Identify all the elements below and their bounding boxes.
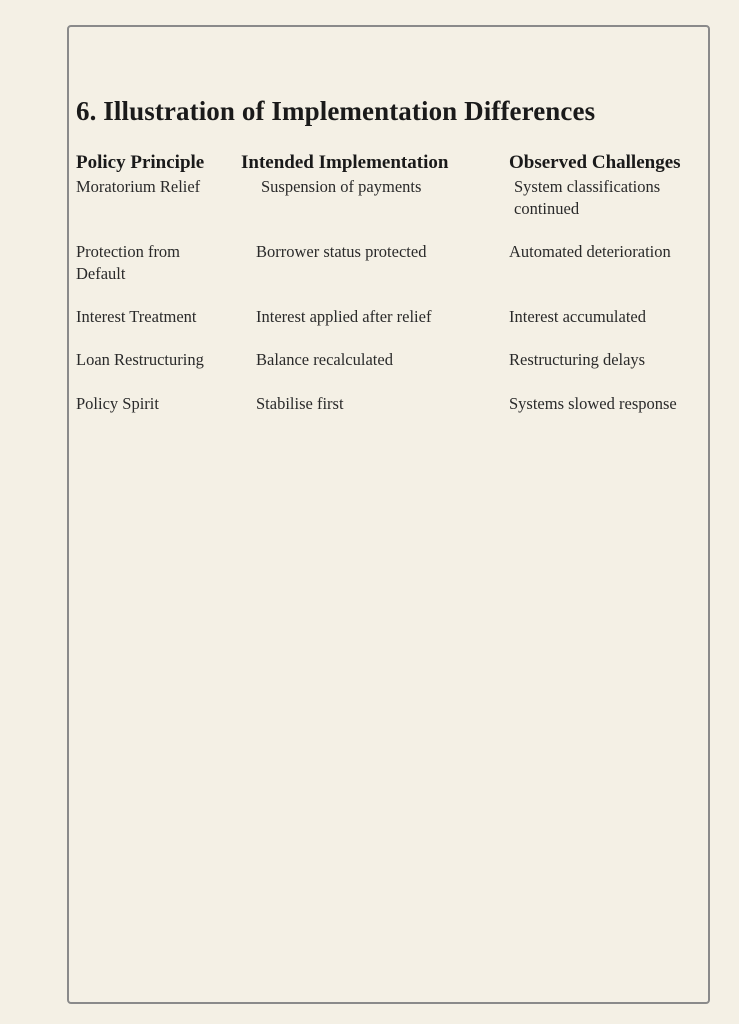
- column-header-observed-challenges: Observed Challenges: [509, 152, 681, 173]
- section-title: 6. Illustration of Implementation Differences: [76, 96, 596, 126]
- table-cell-observed: Interest accumulated: [509, 307, 646, 326]
- table-cell-observed: Restructuring delays: [509, 350, 646, 369]
- table-cell-principle: Protection from Default: [76, 242, 181, 283]
- column-header-policy-principle: Policy Principle: [76, 152, 205, 173]
- table-cell-principle: Loan Restructuring: [76, 350, 204, 369]
- table-cell-observed: Systems slowed response: [509, 394, 677, 413]
- table-cell-intended: Suspension of payments: [261, 177, 422, 196]
- table-cell-intended: Borrower status protected: [256, 242, 427, 261]
- table-cell-intended: Stabilise first: [256, 394, 344, 413]
- table-cell-observed: Automated deterioration: [509, 242, 671, 261]
- table-cell-principle: Policy Spirit: [76, 394, 159, 413]
- column-header-intended-implementation: Intended Implementation: [241, 152, 449, 173]
- table-cell-intended: Balance recalculated: [256, 350, 393, 369]
- table-cell-intended: Interest applied after relief: [256, 307, 432, 326]
- table-cell-observed: System classifications continued: [514, 177, 661, 218]
- table-cell-principle: Interest Treatment: [76, 307, 197, 326]
- table-cell-principle: Moratorium Relief: [76, 177, 201, 196]
